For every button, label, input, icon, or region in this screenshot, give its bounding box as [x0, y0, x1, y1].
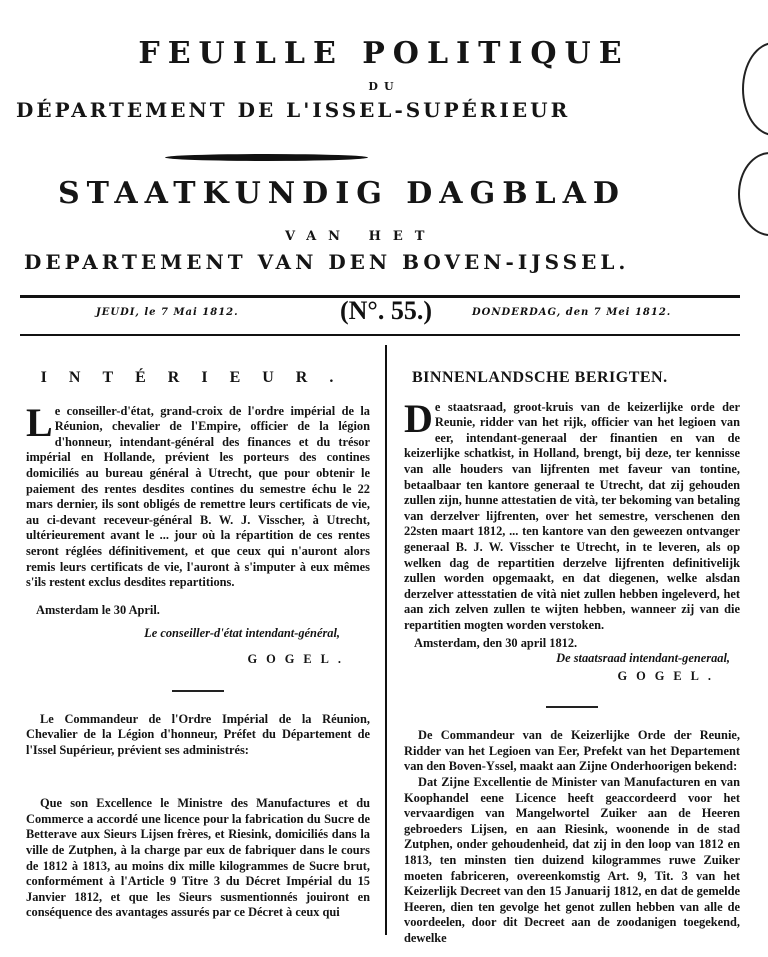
notice-prefect: [26, 712, 370, 922]
notice-body: e staatsraad, groot-kruis van de keizerlijke orde der Reunie, ridder van het rijk, officier van het legioen van eer, intendant-generaal der finantien en van de keizerlijke schatkist, in Holland, brengt, bij deze, ter kennisse van alle houders van lijfrenten met faveur van tontine, betaalbaar ten kantore generaal te Utrecht, dat zij gehouden zullen zijn, hunne attestatien de vità, ter bekoming van betaling van derzelver lijfrenten, over het semestre, verschenen den 22sten maart 1812, ... ten kantore van den geweezen ontvanger generaal B. J. W. Visscher te Utrecht, in te leveren, als op welken dag de repartitien derzelve lijfrenten definitivelijk zullen worden opgemaakt, en dat diegenen, welke alsdan derzelver attesstatien de vità niet zullen hebben ingeleverd, het aan zich zelven zullen te wijten hebben, wanneer zij van die repartitien mogten worden verstoken.: [404, 399, 740, 632]
notice-body: Dat Zijne Excellentie de Minister van Manufacturen en van Koophandel eene Licence heeft geaccordeerd voor het vervaardigen van Mangelwortel Zuiker aan de Heeren gebroeders Lijsen, en aan Riesink, woonende in de stad Zutphen, onder gehoudenheid, dat zij in den loop van 1812 en 1813, ten minsten tien duizend kilogrammes ruwe Zuiker moeten fabriceren, overeenkomstig Art. 9, Tit. 3 van het Keizerlijk Decreet van den 15 Januarij 1812, en dat de gemelde Heeren, dien ten gevolge het genot zullen hebben van alle de voordeelen, door dit Decreet aan de zoodanigen toegekend, dewelke: [404, 775, 740, 945]
right-column: [404, 340, 740, 947]
signatory-title: De staatsraad intendant-generaal,: [556, 651, 730, 666]
dutch-title: STAATKUNDIG DAGBLAD: [58, 176, 626, 211]
divider: [546, 706, 598, 708]
library-stamp-icon: [738, 152, 768, 236]
french-du: DU: [368, 80, 400, 93]
section-title: BINNENLANDSCHE BERIGTEN.: [412, 369, 668, 386]
signatory-name: GOGEL.: [247, 651, 350, 666]
dropcap: D: [404, 395, 433, 441]
dutch-department: DEPARTEMENT VAN DEN BOVEN-IJSSEL.: [24, 250, 630, 274]
notice-intro: De Commandeur van de Keizerlijke Orde der Reunie, Ridder van het Legioen van Eer, Prefekt van het Departement van den Boven-Yssel, maakt aan Zijne Onderhoorigen bekend:: [404, 728, 740, 774]
french-title: FEUILLE POLITIQUE: [138, 36, 630, 71]
notice-prefekt: [404, 728, 740, 946]
place-date: Amsterdam le 30 April.: [36, 602, 160, 617]
dutch-date: DONDERDAG, den 7 Mei 1812.: [472, 307, 672, 318]
french-department: DÉPARTEMENT DE L'ISSEL-SUPÉRIEUR: [16, 98, 571, 122]
notice-intro: Le Commandeur de l'Ordre Impérial de la Réunion, Chevalier de la Légion d'honneur, Préfet du Département de l'Issel Supérieur, prévient ses administrés:: [26, 711, 370, 757]
divider: [172, 690, 224, 692]
left-column: [26, 340, 370, 921]
ornamental-rule: [165, 154, 368, 161]
french-date: JEUDI, le 7 Mai 1812.: [96, 307, 239, 318]
masthead-rule-bottom: [20, 334, 740, 336]
dutch-van-het: VAN HET: [285, 229, 437, 244]
notice-body: Que son Excellence le Ministre des Manufactures et du Commerce a accordé une licence pour la fabrication du Sucre de Betterave aux Sieurs Lijsen frères, et Riesink, domiciliés dans la ville de Zutphen, à la charge par eux de fabriquer dans le cours de 1812 à 1813, au moins dix mille kilogrammes de Sucre brut, conformément à l'Article 9 Titre 3 du Décret Impérial du 15 Janvier 1812, et que les Sieurs susmentionnés jouiront en conséquence des avantages assurés par ce Décret à ceux qui: [26, 796, 370, 920]
place-date: Amsterdam, den 30 april 1812.: [414, 635, 578, 650]
issue-number: (N°. 55.): [340, 296, 432, 325]
signatory-name: GOGEL.: [617, 668, 720, 683]
section-title: INTÉRIEUR.: [40, 369, 356, 386]
dropcap: L: [26, 399, 53, 445]
notice-staatsraad: [404, 395, 740, 685]
signatory-title: Le conseiller-d'état intendant-général,: [144, 626, 340, 641]
notice-body: e conseiller-d'état, grand-croix de l'ordre impérial de la Réunion, chevalier de l'Empire, officier de la légion d'honneur, intendant-général des finances et du trésor impérial en Hollande, prévient les porteurs des contines domiciliés au bureau général à Utrecht, que pour obtenir le paiement des rentes desdites contines du semestre échu le 22 mars dernier, ils sont obligés de remettre leurs certificats de vie, au ci-devant receveur-général B. W. J. Visscher, à Utrecht, ultérieurement avant le ... jour où la répartition de ces rentes seront réglées définitivement, et que ceux qui n'auront alors remis leurs certificats de vie, l'auront à s'imputer à eux mêmes s'ils restent exclus desdites repartitions.: [26, 403, 370, 590]
column-divider: [385, 345, 387, 935]
notice-intendant: [26, 399, 370, 668]
